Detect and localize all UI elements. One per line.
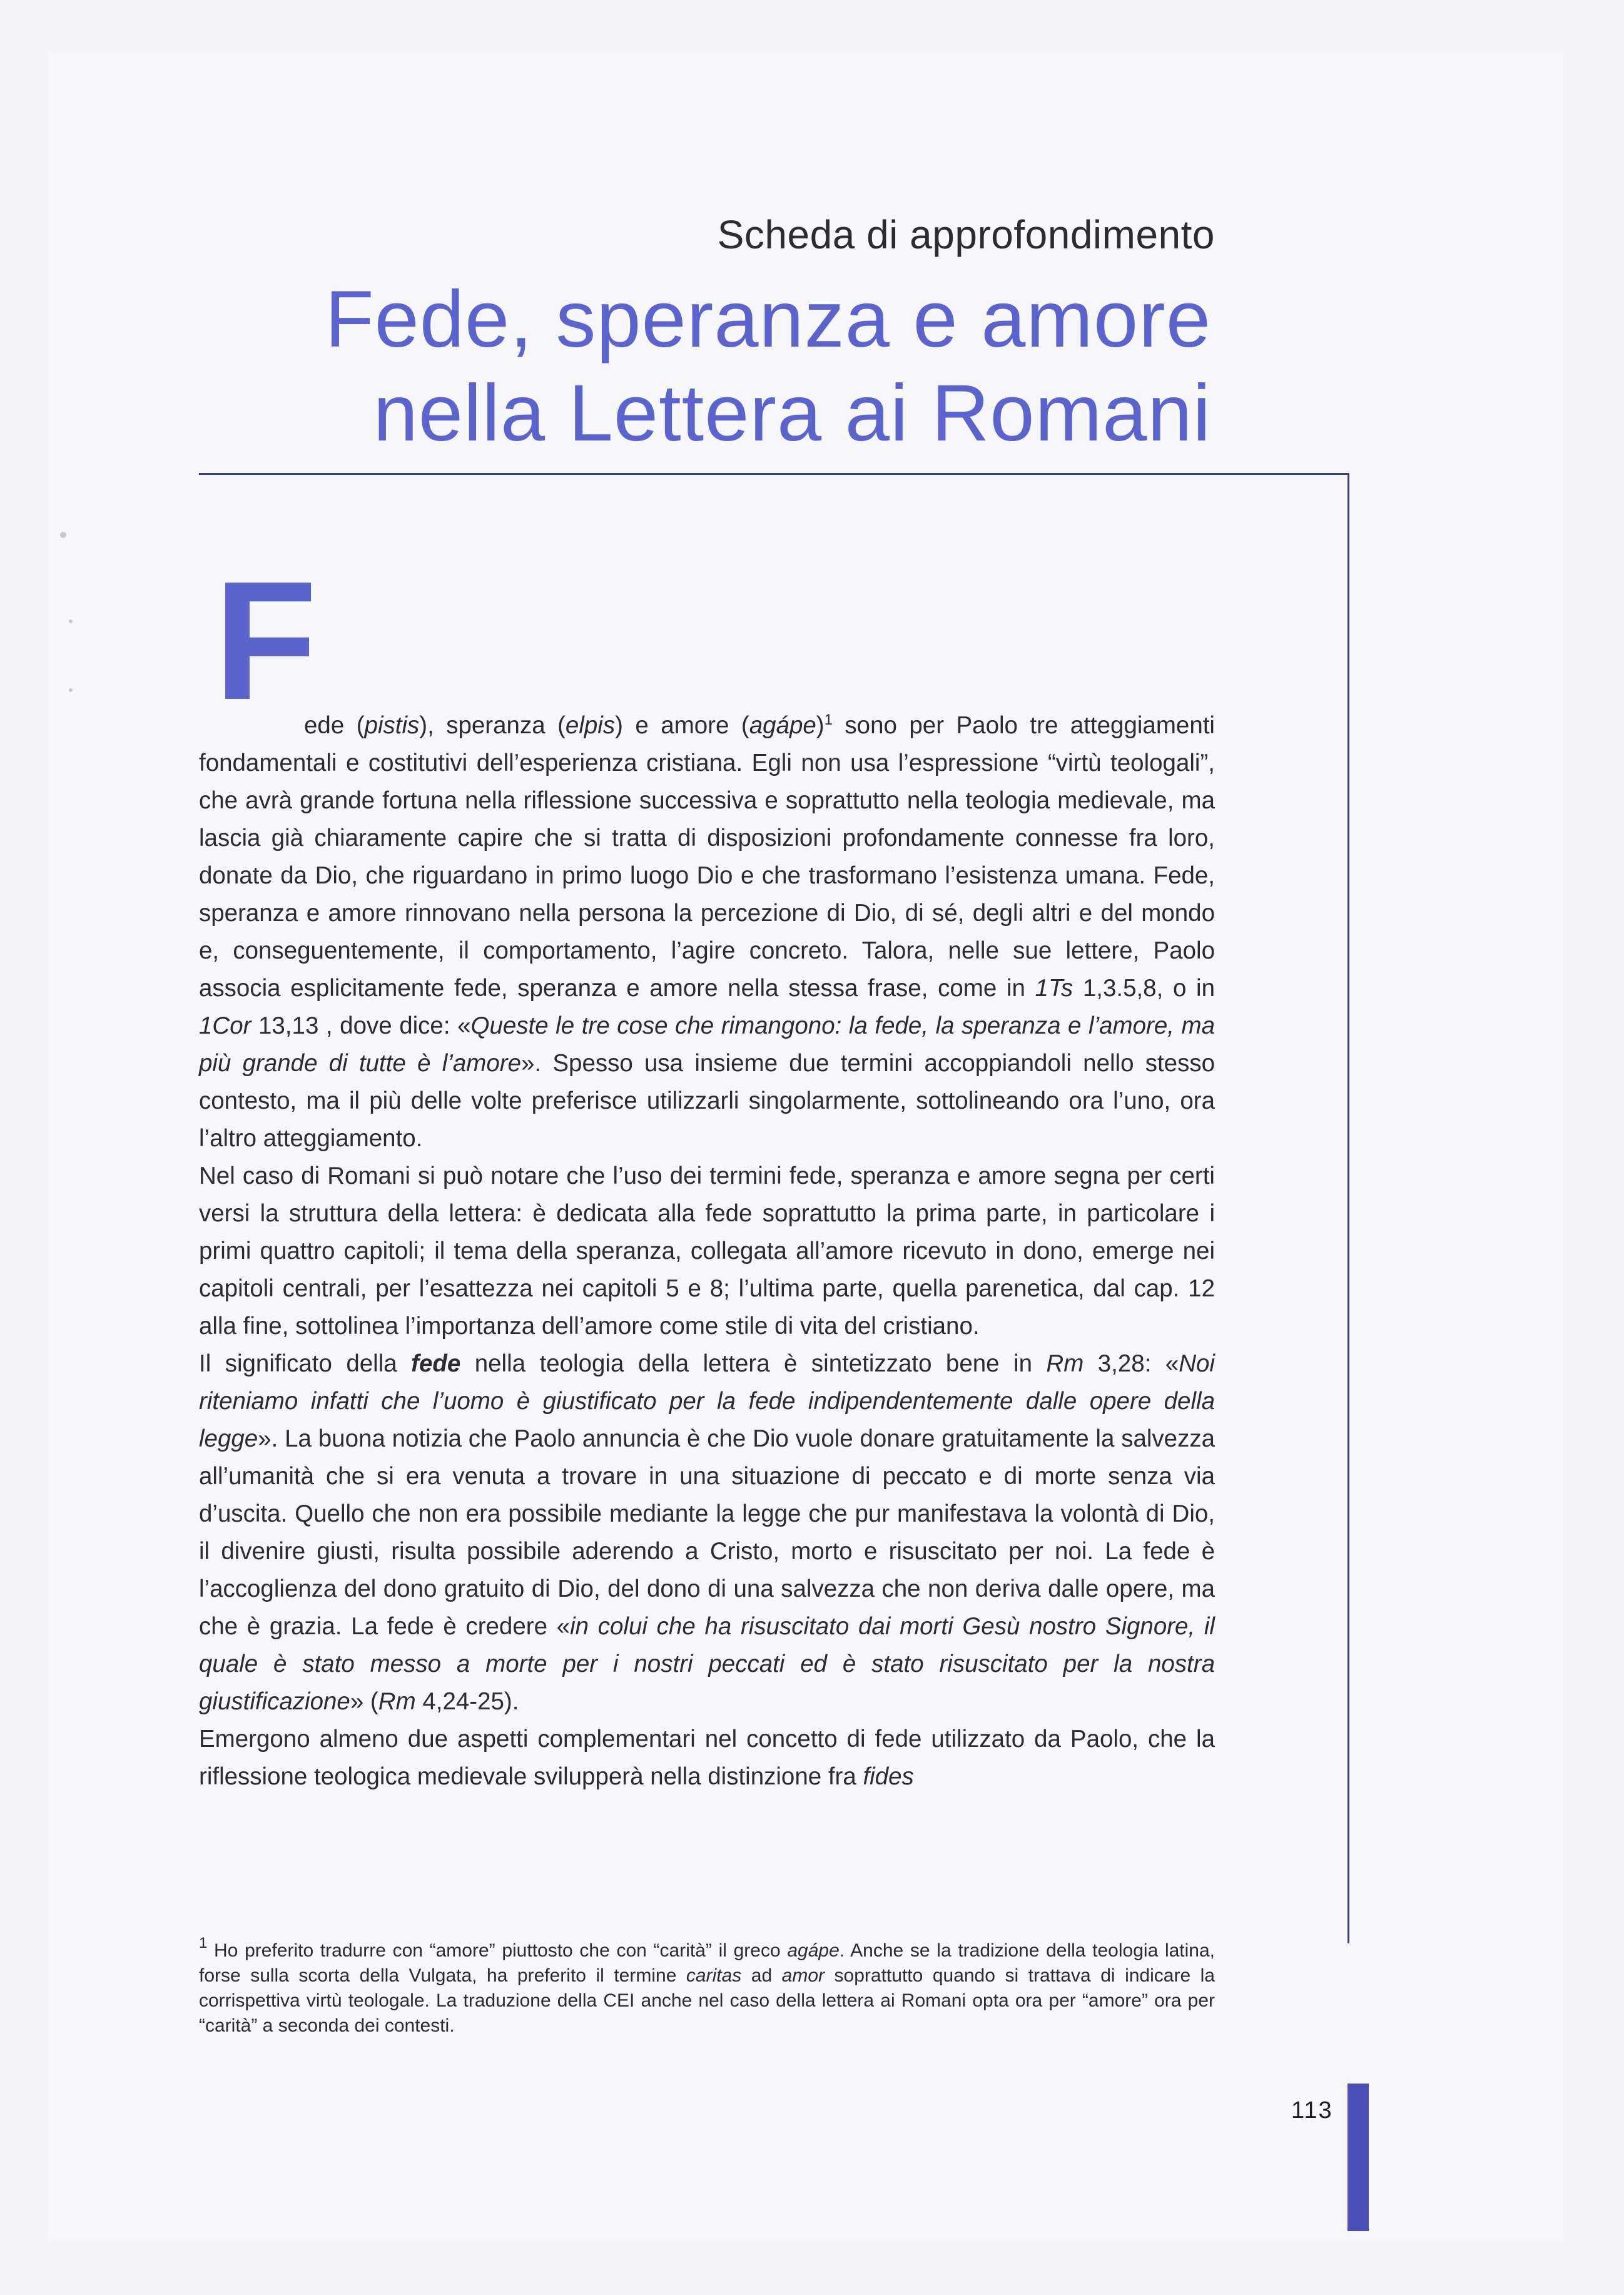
text-run: soprattutto quando si trattava di indicare la corrispettiva virtù teologale. La traduzione della CEI anche nel caso della lettera ai Romani opta ora per “amore” ora per “carità” a seconda dei contesti. <box>199 1965 1215 2036</box>
term-amor: amor <box>781 1965 825 1986</box>
text-run: 13,13 , dove dice: « <box>251 1012 471 1039</box>
footnote-ref[interactable]: 1 <box>824 711 833 728</box>
text-run: Ho preferito tradurre con “amore” piuttosto che con “carità” il greco <box>207 1940 788 1961</box>
keyword-fede: fede <box>411 1350 461 1377</box>
text-run: 4,24-25). <box>415 1688 519 1715</box>
bible-ref: 1Cor <box>199 1012 251 1039</box>
page-number: 113 <box>1291 2097 1333 2124</box>
text-run: Emergono almeno due aspetti complementari nel concetto di fede utilizzato da Paolo, che la riflessione teologica medievale svilupperà nella distinzione fra <box>199 1726 1215 1790</box>
drop-cap: F <box>214 547 317 735</box>
margin-mark <box>69 619 73 623</box>
margin-mark <box>60 532 66 538</box>
text-run: . Anche se la tradizione della teologia latina, forse sulla scorta della Vulgata, ha preferito il termine <box>199 1940 1215 1986</box>
article-body <box>199 707 1215 1796</box>
text-run: ) e amore ( <box>615 712 749 739</box>
term-elpis: elpis <box>565 712 616 739</box>
margin-mark <box>69 688 73 692</box>
bible-ref: Rm <box>1046 1350 1084 1377</box>
paragraph-faith <box>199 1345 1215 1721</box>
text-run: Il significato della <box>199 1350 412 1377</box>
footnote-number: 1 <box>199 1935 208 1952</box>
bible-ref: Rm <box>378 1688 416 1715</box>
term-agape: agápe <box>749 712 816 739</box>
title-line-1: Fede, speranza e amore <box>325 275 1211 364</box>
paragraph-intro: ede (pistis), speranza (elpis) e amore (agápe)$^1$ sono per Paolo tre atteggiamenti fondamentali e costitutivi dell’esperienza cristiana. Egli non usa l’espressione “virtù teologali”, che avrà grande fortuna nella riflessione successiva e soprattutto nella teologia medievale, ma lascia già chiaramente capire che si tratta di disposizioni profondamente connesse fra loro, donate da Dio, che riguardano in primo luogo Dio e che trasformano l’esistenza umana. Fede, speranza e amore rinnovano nella persona la percezione di Dio, di sé, degli altri e del mondo e, conseguentemente, il comportamento, l’agire concreto. Talora, nelle sue lettere, Paolo associa esplicitamente fede, speranza e amore nella stessa frase, come in 1Ts 1,3.5,8, o in 1Cor 13,13 , dove dice: «Queste le tre cose che rimangono: la fede, la speranza e l’amore, ma più grande di tutte è l’amore». Spesso usa insieme due termini accoppiandoli nello stesso contesto, ma il più delle volte preferisce utilizzarli singolarmente, sottolineando ora l’uno, ora l’altro atteggiamento. <box>199 711 1215 1152</box>
frame-top-rule <box>199 473 1349 475</box>
page-title <box>325 273 1211 461</box>
quote: in colui che ha risuscitato dai morti Gesù nostro Signore, il quale è stato messo a morte per i nostri peccati ed è stato risuscitato per la nostra giustificazione <box>199 1613 1215 1715</box>
text-run: ), speranza ( <box>419 712 566 739</box>
text-run: nella teologia della lettera è sintetizzato bene in <box>460 1350 1047 1377</box>
term-caritas: caritas <box>686 1965 742 1986</box>
term-pistis: pistis <box>364 712 420 739</box>
footnote <box>199 1935 1215 2038</box>
term-agape: agápe <box>787 1940 840 1961</box>
text-run: sono per Paolo tre atteggiamenti fondamentali e costitutivi dell’esperienza cristiana. Egli non usa l’espressione “virtù teologali”, che avrà grande fortuna nella riflessione successiva e soprattutto nella teologia medievale, ma lascia già chiaramente capire che si tratta di disposizioni profondamente connesse fra loro, donate da Dio, che riguardano in primo luogo Dio e che trasformano l’esistenza umana. Fede, speranza e amore rinnovano nella persona la percezione di Dio, di sé, degli altri e del mondo e, conseguentemente, il comportamento, l’agire concreto. Talora, nelle sue lettere, Paolo associa esplicitamente fede, speranza e amore nella stessa frase, come in <box>199 712 1215 1002</box>
section-kicker: Scheda di approfondimento <box>717 212 1215 257</box>
frame-right-rule <box>1347 473 1349 1943</box>
quote: Queste le tre cose che rimangono: la fede, la speranza e l’amore, ma più grande di tutte è l’amore <box>199 1012 1215 1077</box>
text-run: ad <box>741 1965 782 1986</box>
text-run: ». Spesso usa insieme due termini accoppiandoli nello stesso contesto, ma il più delle volte preferisce utilizzarli singolarmente, sottolineando ora l’uno, ora l’altro atteggiamento. <box>199 1050 1215 1152</box>
text-run: 1,3.5,8, o in <box>1073 975 1215 1002</box>
paragraph-aspects <box>199 1721 1215 1796</box>
paragraph-structure: Nel caso di Romani si può notare che l’uso dei termini fede, speranza e amore segna per certi versi la struttura della lettera: è dedicata alla fede soprattutto la prima parte, in particolare i primi quattro capitoli; il tema della speranza, collegata all’amore ricevuto in dono, emerge nei capitoli centrali, per l’esattezza nei capitoli 5 e 8; l’ultima parte, quella parenetica, dal cap. 12 alla fine, sottolinea l’importanza dell’amore come stile di vita del cristiano. <box>199 1163 1215 1340</box>
text-run: » ( <box>350 1688 378 1715</box>
bible-ref: 1Ts <box>1035 975 1073 1002</box>
page-tab-bar <box>1347 2084 1369 2231</box>
text-run: 3,28: « <box>1084 1350 1179 1377</box>
title-line-2: nella Lettera ai Romani <box>373 369 1211 458</box>
term-fides: fides <box>863 1763 914 1790</box>
text-run: ». La buona notizia che Paolo annuncia è che Dio vuole donare gratuitamente la salvezza all’umanità che si era venuta a trovare in una situazione di peccato e di morte senza via d’uscita. Quello che non era possibile mediante la legge che pur manifestava la volontà di Dio, il divenire giusti, risulta possibile aderendo a Cristo, morto e risuscitato per noi. La fede è l’accoglienza del dono gratuito di Dio, del dono di una salvezza che non deriva dalle opere, ma che è grazia. La fede è credere « <box>199 1425 1215 1640</box>
text-run: ede ( <box>304 712 365 739</box>
quote: Noi riteniamo infatti che l’uomo è giustificato per la fede indipendentemente dalle opere della legge <box>199 1350 1215 1452</box>
